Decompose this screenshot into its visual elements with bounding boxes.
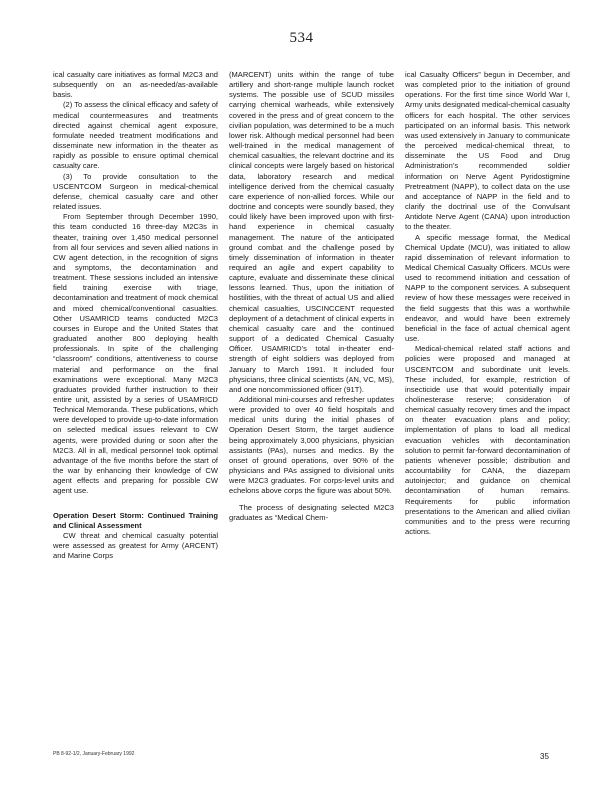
text-column-1 xyxy=(53,70,218,561)
section-heading: Operation Desert Storm: Continued Training and Clinical Assessment xyxy=(53,510,218,530)
paragraph: ical Casualty Officers” begun in December, and was completed prior to the initiation of ground operations. For the first time since World War I, Army units designated medical-chemical casualty officers for each hospital. The other services participated on an informal basis. This network was used extensively in January to communicate the perceived medical-chemical threat, to disseminate the US Food and Drug Administration’s recommended soldier information on Nerve Agent Pyridostigmine Pretreatment (NAPP), to collect data on the use and acceptance of NAPP in the field and to clarify the doctrinal use of the Convulsant Antidote Nerve Agent (CANA) upon introduction to the theater. xyxy=(405,70,570,232)
paragraph: From September through December 1990, this team conducted 16 three-day M2C3s in theater, training over 1,450 medical personnel from all four services and seven allied nations in CW agent detection, in the recognition of signs and symptoms, the decontamination and treatment. These sessions included an intensive field training exercise with triage, decontamination and treatment of mock chemical and mixed chemical/conventional casualties. Other USAMRICD teams conducted M2C3 courses in Europe and the United States that graduated another 800 deploying health professionals. In spite of the challenging “classroom” conditions, attentiveness to course material and performance on the final examinations were exceptional. Many M2C3 graduates provided further instruction to their entire unit, assisted by a series of USAMRICD Technical Memoranda. These publications, which were developed to provide up-to-date information on selected medical issues relevant to CW agents, were provided during or soon after the M2C3. All in all, medical personnel took optimal advantage of the five months before the start of the war by enhancing their knowledge of CW agent effects and preparing for possible CW agent use. xyxy=(53,212,218,496)
paragraph: (MARCENT) units within the range of tube artillery and short-range multiple launch rocket systems. The possible use of SCUD missiles carrying chemical warheads, while extensively covered in the press and of great concern to the civilian population, was determined to be a much lower risk. Although medical personnel had been well-trained in the medical management of chemical casualties, the relevant doctrine and its clinical concepts were largely based on historical data, laboratory research and medical intelligence derived from the chemical casualty care experience of non-allied forces. While our doctrine and concepts were soundly based, they could likely have been improved upon with first-hand experience in chemical casualty management. The nature of the anticipated ground combat and the challenge posed by timely dissemination of information in theater required an agile and expert capability to capture, evaluate and disseminate these clinical lessons learned. Thus, upon the initiation of hostilities, with the threat of actual US and allied chemical casualties, USCINCCENT requested deployment of a detachment of clinical experts in chemical casualty care and the continued support of a dedicated Chemical Casualty Officer. USAMRICD’s total in-theater end-strength of eight soldiers was deployed from January to March 1991. It included four physicians, three clinical scientists (AN, VC, MS), and one noncommissioned officer (91T). xyxy=(229,70,394,394)
folio-page-number: 35 xyxy=(540,752,549,761)
paragraph: (3) To provide consultation to the USCENTCOM Surgeon in medical-chemical defense, chemical casualty care and other related issues. xyxy=(53,171,218,212)
paragraph: Medical-chemical related staff actions and policies were proposed and managed at USCENTCOM and subordinate unit levels. These included, for example, restriction of insecticide use that would potentially impair cholinesterase reserve; consideration of chemical casualty recovery times and the impact on theater evacuation plans and policy; implementation of plans to load all medical evacuation vehicles with decontamination solution to permit far-forward decontamination of patients whenever possible; distribution and accountability for CANA, the diazepam autoinjector; and guidance on chemical decontamination of human remains. Requirements for public information presentations to the American and allied civilian communities and to the press were recurring actions. xyxy=(405,344,570,537)
text-column-2 xyxy=(229,70,394,523)
paragraph: ical casualty care initiatives as formal M2C3 and subsequently on an as-needed/as-available basis. xyxy=(53,70,218,100)
text-column-3 xyxy=(405,70,570,537)
page-number: 534 xyxy=(289,30,314,46)
paragraph: The process of designating selected M2C3 graduates as “Medical Chem- xyxy=(229,502,394,522)
paragraph: Additional mini-courses and refresher updates were provided to over 40 field hospitals and medical units during the initial phases of Operation Desert Storm, the target audience being approximately 3,000 physicians, physician assistants (PAs), nurses and medics. By the onset of ground operations, over 90% of the physicians and PAs assigned to divisional units were M2C3 graduates. For corps-level units and echelons above corps the figure was about 50%. xyxy=(229,395,394,496)
paragraph: (2) To assess the clinical efficacy and safety of medical countermeasures and treatments directed against chemical agent exposure, formulate needed treatment modifications and disseminate new information in the theater as rapidly as possible to ensure optimal chemical casualty care. xyxy=(53,100,218,171)
paragraph: A specific message format, the Medical Chemical Update (MCU), was initiated to allow rapid dissemination of relevant information to Medical Chemical Casualty Officers. MCUs were used to recommend initiation and cessation of NAPP to the component services. A subsequent review of how these messages were received in the field suggests that this was a worthwhile endeavor, and would have been extremely beneficial in the face of actual chemical agent use. xyxy=(405,232,570,344)
footer-citation: PB 8-92-1/2, January-February 1992 xyxy=(53,751,135,757)
paragraph: CW threat and chemical casualty potential were assessed as greatest for Army (ARCENT) and Marine Corps xyxy=(53,530,218,561)
